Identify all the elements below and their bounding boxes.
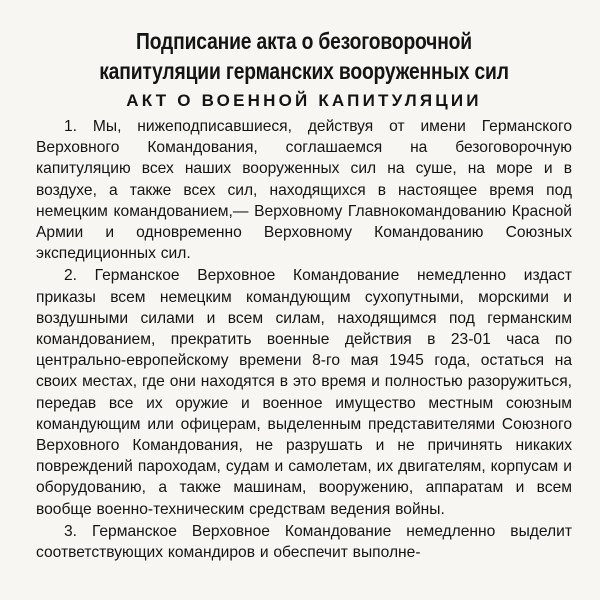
paragraph-2: 2. Германское Верховное Командование немедленно издаст приказы всем немецким командующим сухопутными, морскими и воздушными силами и всем силам, находящимся под германским командованием, прекратить военные действия в 23-01 часа по центрально-европейскому времени 8-го мая 1945 года, остаться на своих местах, где они находятся в это время и полностью разоружиться, передав все их оружие и военное имущество местным союзным командующим или офицерам, выделенным представителями Союзного Верховного Командования, не разрушать и не причинять никаких повреждений пароходам, судам и самолетам, их двигателям, корпусам и оборудованию, а также машинам, вооружению, аппаратам и всем вообще военно-техническим средствам ведения войны. [36,267,572,518]
headline-line-1: Подписание акта о безоговорочной [136,28,472,54]
subheadline: АКТ О ВОЕННОЙ КАПИТУЛЯЦИИ [126,91,482,110]
headline [84,26,524,86]
headline-line-2: капитуляции германских вооруженных сил [99,58,509,84]
paragraph-3: 3. Германское Верховное Командование немедленно выделит соответствующих командиров и обеспечит выполне- [36,522,572,562]
document-body [36,116,572,563]
paragraph-1: 1. Мы, нижеподписавшиеся, действуя от имени Германского Верховного Командования, соглашаемся на безоговорочную капитуляцию всех наших вооруженных сил на суше, на море и в воздухе, а также всех сил, находящихся в настоящее время под немецким командованием,— Верховному Главнокомандованию Красной Армии и одновременно Верховному Командованию Союзных экспедиционных сил. [36,118,572,263]
